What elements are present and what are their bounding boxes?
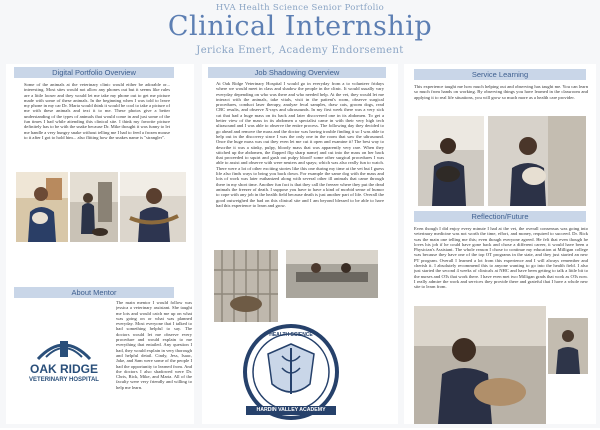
service-body: This experience taught me how much helping out and observing has taught me. You can learn so much from hands on working. By observing things you have learned in the classroom and applying it to real life situations, you will grow so much more as a health care provider.: [414, 84, 588, 100]
seal-ring-text: HEALTH SCIENCE: [269, 332, 313, 338]
mentor-body: The main mentor I would follow was jessica a veterinary assistant. She taught me lots and would catch me up on what was going on or what was planned everyday. Most everyone that I talked to had something helpful to say. The doctors would let me observe every procedure and would explain to me everything that entailed. Any question I had, they would explain in very thorough and helpful detail. Cindy, Jess, Isaac, Jake, and Sam were some of the people I had the opportunity to learned from. And the doctors I also shadowed were Dr. Chris, Rick, Mike, and Maria. All of the faculty were very friendly and willing to help me learn.: [116, 300, 192, 390]
mentor-section-title: About Mentor: [14, 287, 174, 298]
hva-seal: [236, 322, 346, 426]
photo-dog-hall: [70, 172, 118, 242]
service-section-title: Service Learning: [414, 69, 586, 80]
photo-rabbit: [16, 172, 68, 242]
shadowing-section-title: Job Shadowing Overview: [208, 67, 386, 78]
photo-side: [548, 318, 588, 374]
photo-cat: [418, 116, 484, 206]
poster-title: Clinical Internship: [167, 11, 433, 42]
poster-supertitle: HVA Health Science Senior Portfolio: [215, 3, 385, 13]
paw-icon: [34, 335, 94, 363]
reflection-body: Even though I did enjoy every minute I had at the vet, the overall consensus was going into veterinary medicine was not worth the time, effort, and money, required to succeed. Dr. Rick was the main one telling me this; even though everyone agreed. He felt that even though he loves his job if he could have gone back and chose a different career, it would have been a Physician's Assistant. The whole reason I chose to continue my education at Milligan college was because they have one of the top OT programs in the state, and they just started an new PT program. Overall I learned a lot from this experience and I will always remember and cherish it. I absolutely recommend this to anyone wanting to go into the health field. I also just started the second 4 weeks of clinicals at NHC and have been getting to talk a little bit to the nurses and OTs that work there. I have even met two Milligan grads that work as OTs now. I really admire the work and services they provide there and grateful that I have a whole new site to learn from.: [414, 226, 588, 290]
photo-dog-lap: [414, 306, 546, 424]
overview-section-title: Digital Portfolio Overview: [14, 67, 174, 78]
oak-ridge-logo: [14, 335, 114, 384]
reflection-section-title: Reflection/Future: [414, 211, 586, 222]
photo-exam-room: [286, 250, 378, 298]
photo-snake: [120, 172, 186, 242]
photo-cage-dog: [214, 250, 278, 322]
overview-body: Some of the animals at the veterinary clinic would either be adorable or... interesting. Most sites would not allow any phones out but it seems like rules are a little looser and they would let me take my phone out to get me picture made with some of these animals. In the beginning when I was told to leave my phone in my car Dr. Maria would think it would be cool to take a picture of me with these animals and text it to me. These photos give a better understanding of the types of animals that would come in and just some of the fun times I had while attending this clinical site. I think my favorite picture definitely has to be with the snake because Dr. Mike thought it was funny to let me handle a very hungry snake without telling me I had to feed a frozen mouse to it after I got to hold him... also flitting how the snakes name is "strangler".: [24, 82, 170, 140]
seal-bottom-text: HARDIN VALLEY ACADEMY: [246, 406, 336, 415]
logo-name-line2: VETERINARY HOSPITAL: [29, 377, 99, 383]
photo-small-dog: [488, 116, 586, 206]
poster-subtitle: Jericka Emert, Academy Endorsement: [196, 45, 404, 56]
poster-header: [0, 0, 600, 64]
shadowing-body: At Oak Ridge Veterinary Hospital I would go in everyday from a to volunteer fridays where we would meet in class and shadow the people in the clinic. It would usually vary everyday depending on who was there and who needed help. At the vet, they would let me interact with the animals, take vitals, visit in the patient's room, observe surgical procedures, conduct laser therapy, analyze fecal samples, draw cats, groom dogs, read CBC results, and observe X-rays and ultrasounds. In my first week there was a very sick cat that had a huge mass on its back and later discovered one in its abdomen. To get a better view of the mass in its abdomen a specialist came in with their very high tech ultrasound and I was able to observe the entire process. The following day they decided to go ahead and remove the mass and the doctor was having trouble finding it so I was able to help out in the discovery since I was the only one in the room that saw the ultrasound. Once the huge mass was out they even let me cut it open and examine it! The best way to describe it was a stinky, pulpy, bloody mass that was apparently very rare. When they stitched up the abdomen, the flapped flip sharp name) and cut into the mass on her back that proceeded to squirt and gush out pulpy blood! some other surgical procedures I was able to assist and observe with were neuters and spays; which was also really fun to watch. There were a lot of other exciting stories like this one during my time at the vet but I guess life also finds ways to bring you back down. For example the same dog with the mass and lots of work was later euthanized along with several other ill animals that came through there in my short time. Another fun fact is that they call the freezer where they put the dead animals the freezer of death. I suppose you have to have a kind of morbid sense of humor to cope with any job in the health field because death is just another part of life. Overall the good outweighed the bad on this clinical site and I am beyond blessed to be able to have had this experience to learn and grow.: [216, 81, 384, 208]
logo-name-line1: OAK RIDGE: [29, 362, 98, 376]
